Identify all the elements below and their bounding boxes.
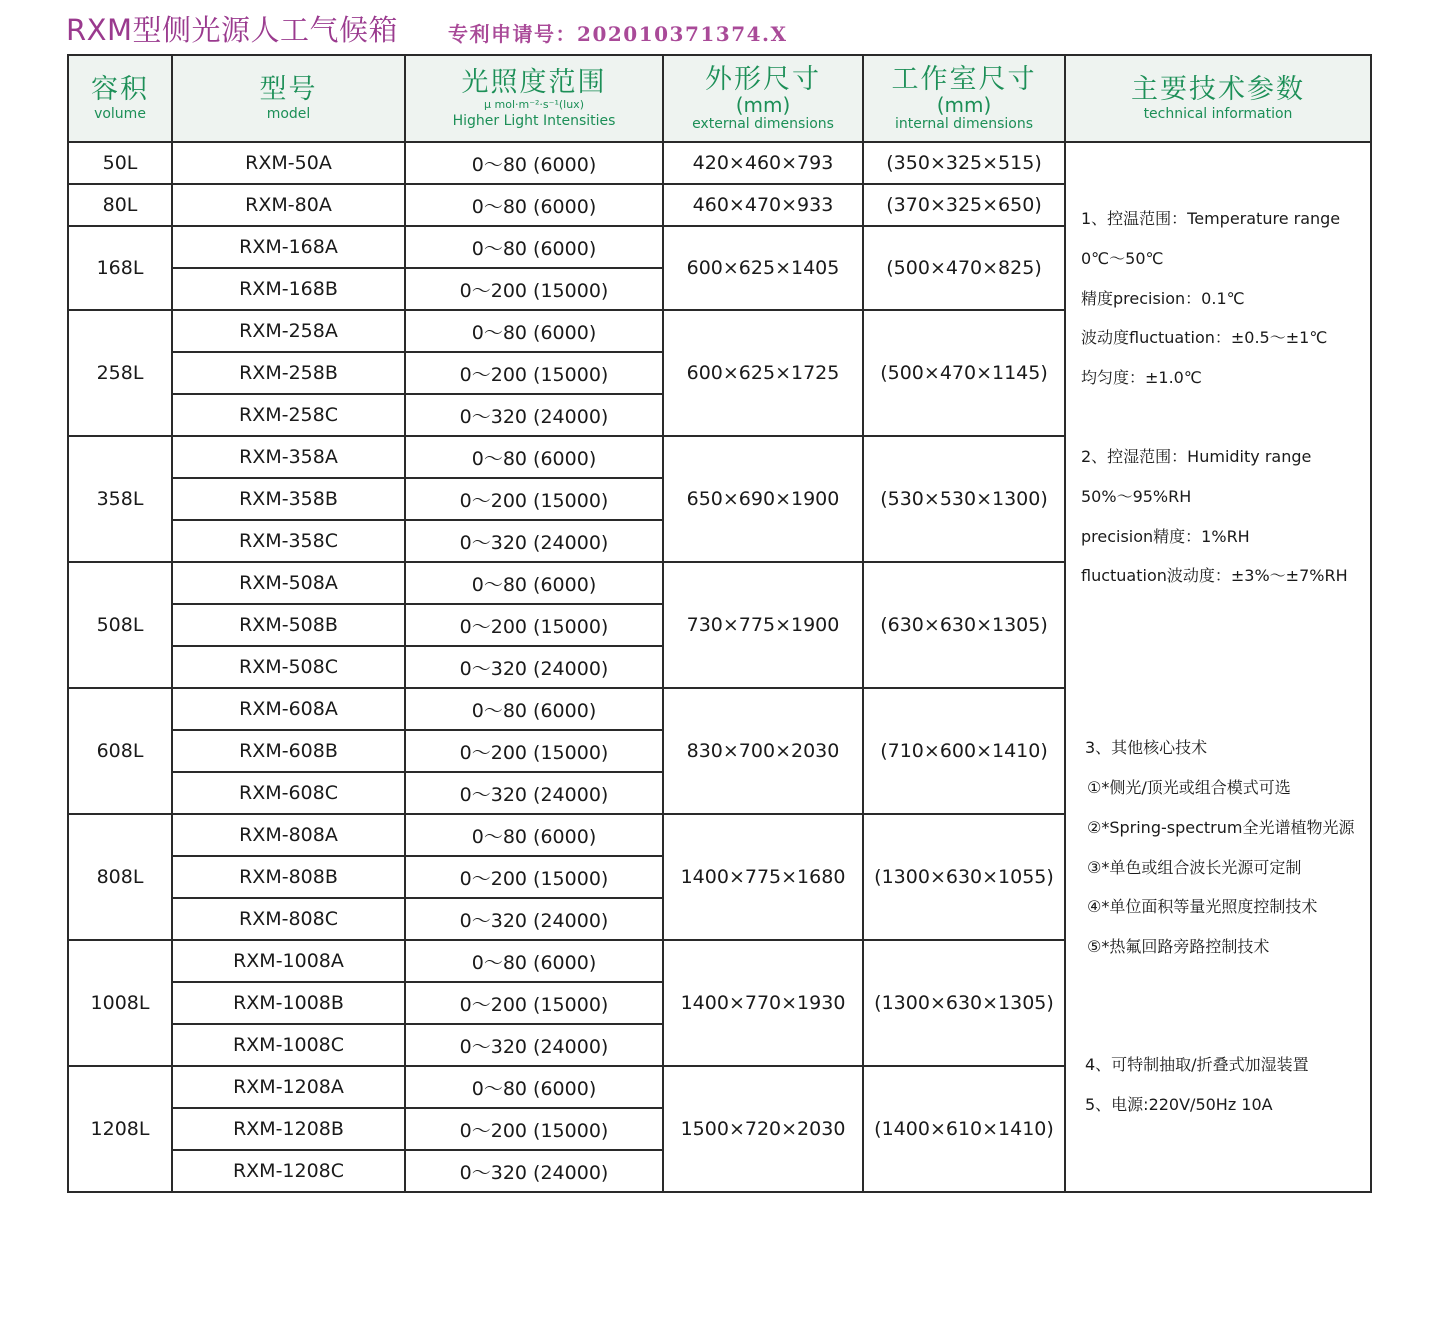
model-cell: RXM-50A xyxy=(172,142,405,184)
page-title: RXM型侧光源人工气候箱 xyxy=(66,12,399,47)
model-cell: RXM-608A xyxy=(172,688,405,730)
model-cell: RXM-1008B xyxy=(172,982,405,1024)
internal-dim-cell: (1400×610×1410) xyxy=(863,1066,1065,1192)
external-dim-cell: 600×625×1725 xyxy=(663,310,863,436)
external-dim-cell: 1400×770×1930 xyxy=(663,940,863,1066)
header-model-en: model xyxy=(266,105,311,122)
light-cell: 0～200 (15000) xyxy=(405,730,663,772)
volume-cell: 1208L xyxy=(68,1066,172,1192)
light-cell: 0～80 (6000) xyxy=(405,436,663,478)
internal-dim-cell: (500×470×1145) xyxy=(863,310,1065,436)
internal-dim-cell: (350×325×515) xyxy=(863,142,1065,184)
header-int-unit: (mm) xyxy=(936,92,992,117)
external-dim-cell: 600×625×1405 xyxy=(663,226,863,310)
external-dim-cell: 420×460×793 xyxy=(663,142,863,184)
model-cell: RXM-358C xyxy=(172,520,405,562)
header-ext xyxy=(663,55,863,142)
tech-temp-uniformity: 均匀度：±1.0℃ xyxy=(1081,368,1202,388)
internal-dim-cell: (530×530×1300) xyxy=(863,436,1065,562)
model-cell: RXM-508B xyxy=(172,604,405,646)
tech-temp-precision: 精度precision：0.1℃ xyxy=(1081,288,1245,308)
model-cell: RXM-358B xyxy=(172,478,405,520)
header-model-cn: 型号 xyxy=(259,73,318,105)
header-volume-en: volume xyxy=(94,105,146,122)
model-cell: RXM-258B xyxy=(172,352,405,394)
internal-dim-cell: (710×600×1410) xyxy=(863,688,1065,814)
tech-temp-fluctuation: 波动度fluctuation：±0.5～±1℃ xyxy=(1081,328,1328,348)
light-cell: 0～80 (6000) xyxy=(405,562,663,604)
model-cell: RXM-1208A xyxy=(172,1066,405,1108)
light-cell: 0～200 (15000) xyxy=(405,268,663,310)
header-ext-unit: (mm) xyxy=(735,92,791,117)
model-cell: RXM-508C xyxy=(172,646,405,688)
light-cell: 0～80 (6000) xyxy=(405,310,663,352)
external-dim-cell: 1400×775×1680 xyxy=(663,814,863,940)
volume-cell: 1008L xyxy=(68,940,172,1066)
volume-cell: 168L xyxy=(68,226,172,310)
header-light xyxy=(405,55,663,142)
light-cell: 0～320 (24000) xyxy=(405,646,663,688)
table-body xyxy=(68,142,1371,1192)
header-ext-cn: 外形尺寸 xyxy=(705,63,821,95)
model-cell: RXM-168A xyxy=(172,226,405,268)
header-int xyxy=(863,55,1065,142)
light-cell: 0～320 (24000) xyxy=(405,1150,663,1192)
external-dim-cell: 730×775×1900 xyxy=(663,562,863,688)
light-cell: 0～80 (6000) xyxy=(405,1066,663,1108)
light-cell: 0～80 (6000) xyxy=(405,184,663,226)
header-volume-cn: 容积 xyxy=(91,73,149,105)
title-bar xyxy=(66,8,788,48)
light-cell: 0～320 (24000) xyxy=(405,394,663,436)
internal-dim-cell: (500×470×825) xyxy=(863,226,1065,310)
model-cell: RXM-358A xyxy=(172,436,405,478)
model-cell: RXM-258C xyxy=(172,394,405,436)
internal-dim-cell: (1300×630×1305) xyxy=(863,940,1065,1066)
light-cell: 0～80 (6000) xyxy=(405,940,663,982)
header-int-cn: 工作室尺寸 xyxy=(891,63,1037,95)
external-dim-cell: 460×470×933 xyxy=(663,184,863,226)
light-cell: 0～80 (6000) xyxy=(405,688,663,730)
header-int-en: internal dimensions xyxy=(895,115,1033,132)
tech-core-item: ④*单位面积等量光照度控制技术 xyxy=(1087,897,1318,917)
light-cell: 0～200 (15000) xyxy=(405,478,663,520)
model-cell: RXM-258A xyxy=(172,310,405,352)
header-tech xyxy=(1065,55,1371,142)
light-cell: 0～200 (15000) xyxy=(405,856,663,898)
tech-hum-precision: precision精度：1%RH xyxy=(1081,526,1250,546)
light-cell: 0～200 (15000) xyxy=(405,604,663,646)
header-ext-en: external dimensions xyxy=(692,115,834,132)
model-cell: RXM-1008C xyxy=(172,1024,405,1066)
header-row xyxy=(68,55,1371,142)
light-cell: 0～80 (6000) xyxy=(405,226,663,268)
spec-table xyxy=(67,54,1372,1193)
model-cell: RXM-1008A xyxy=(172,940,405,982)
header-light-en: Higher Light Intensities xyxy=(452,112,616,129)
patent-number: 专利申请号：202010371374.X xyxy=(448,21,788,46)
light-cell: 0～320 (24000) xyxy=(405,1024,663,1066)
tech-hum-range: 50%～95%RH xyxy=(1081,486,1192,506)
tech-info-cell xyxy=(1065,142,1371,1192)
model-cell: RXM-808A xyxy=(172,814,405,856)
volume-cell: 80L xyxy=(68,184,172,226)
model-cell: RXM-508A xyxy=(172,562,405,604)
model-cell: RXM-1208B xyxy=(172,1108,405,1150)
external-dim-cell: 650×690×1900 xyxy=(663,436,863,562)
tech-core-item: ③*单色或组合波长光源可定制 xyxy=(1087,857,1302,877)
tech-core-item: ⑤*热氟回路旁路控制技术 xyxy=(1087,937,1270,957)
light-cell: 0～320 (24000) xyxy=(405,772,663,814)
light-cell: 0～80 (6000) xyxy=(405,142,663,184)
external-dim-cell: 830×700×2030 xyxy=(663,688,863,814)
tech-temp-range: 0℃～50℃ xyxy=(1081,248,1164,268)
volume-cell: 808L xyxy=(68,814,172,940)
model-cell: RXM-608B xyxy=(172,730,405,772)
tech-core-title: 3、其他核心技术 xyxy=(1085,738,1208,758)
light-cell: 0～320 (24000) xyxy=(405,898,663,940)
tech-power: 5、电源:220V/50Hz 10A xyxy=(1085,1094,1273,1114)
tech-hum-title: 2、控湿范围：Humidity range xyxy=(1081,446,1312,466)
light-cell: 0～200 (15000) xyxy=(405,1108,663,1150)
light-cell: 0～200 (15000) xyxy=(405,352,663,394)
model-cell: RXM-608C xyxy=(172,772,405,814)
header-volume xyxy=(68,55,172,142)
volume-cell: 508L xyxy=(68,562,172,688)
header-light-unit: μ mol·m⁻²·s⁻¹(lux) xyxy=(484,97,584,111)
external-dim-cell: 1500×720×2030 xyxy=(663,1066,863,1192)
header-light-cn: 光照度范围 xyxy=(461,66,607,98)
tech-humidifier: 4、可特制抽取/折叠式加湿装置 xyxy=(1085,1054,1309,1074)
internal-dim-cell: (370×325×650) xyxy=(863,184,1065,226)
tech-hum-fluctuation: fluctuation波动度：±3%～±7%RH xyxy=(1081,566,1348,586)
tech-core-item: ①*侧光/顶光或组合模式可选 xyxy=(1087,777,1291,797)
light-cell: 0～320 (24000) xyxy=(405,520,663,562)
table-row xyxy=(68,142,1371,184)
model-cell: RXM-808C xyxy=(172,898,405,940)
light-cell: 0～200 (15000) xyxy=(405,982,663,1024)
internal-dim-cell: (630×630×1305) xyxy=(863,562,1065,688)
volume-cell: 358L xyxy=(68,436,172,562)
volume-cell: 258L xyxy=(68,310,172,436)
header-tech-en: technical information xyxy=(1143,105,1293,122)
volume-cell: 608L xyxy=(68,688,172,814)
tech-temp-title: 1、控温范围：Temperature range xyxy=(1081,209,1341,228)
header-tech-cn: 主要技术参数 xyxy=(1131,73,1305,105)
internal-dim-cell: (1300×630×1055) xyxy=(863,814,1065,940)
model-cell: RXM-808B xyxy=(172,856,405,898)
model-cell: RXM-80A xyxy=(172,184,405,226)
model-cell: RXM-168B xyxy=(172,268,405,310)
tech-core-item: ②*Spring-spectrum全光谱植物光源 xyxy=(1087,817,1355,837)
model-cell: RXM-1208C xyxy=(172,1150,405,1192)
header-model xyxy=(172,55,405,142)
light-cell: 0～80 (6000) xyxy=(405,814,663,856)
volume-cell: 50L xyxy=(68,142,172,184)
